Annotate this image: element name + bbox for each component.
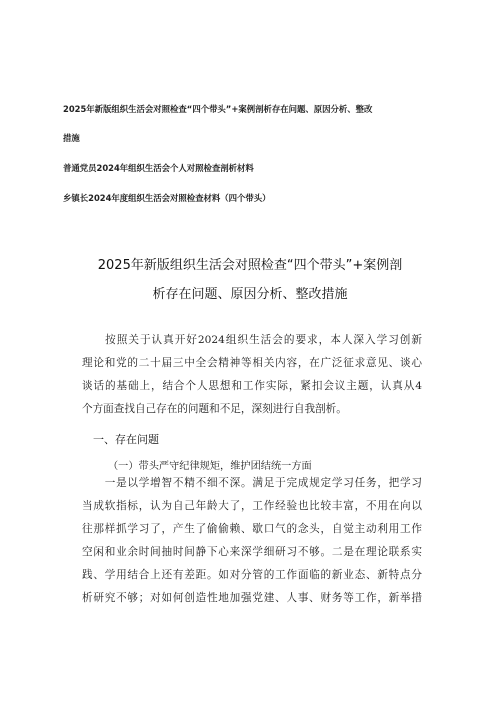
- body-line: 往那样抓学习了，产生了偷偷赖、歇口气的念头，自觉主动利用工作: [82, 523, 422, 535]
- body-line: 一是以学增智不精不细不深。满足于完成规定学习任务，把学习: [82, 477, 422, 489]
- body-line: 当成软指标，认为自己年龄大了，工作经验也比较丰富，不用在向以: [82, 500, 422, 512]
- intro-line: 理论和党的二十届三中全会精神等相关内容，在广泛征求意见、谈心: [82, 357, 422, 369]
- body-line: 析研究不够；对如何创造性地加强党建、人事、财务等工作，新举措: [82, 592, 422, 604]
- document-title-line-1: 2025年新版组织生活会对照检查“四个带头”+案例剖: [97, 258, 403, 273]
- toc-item-1-continued: 措施: [63, 133, 80, 143]
- intro-line: 谈话的基础上，结合个人思想和工作实际，紧扣会议主题，认真从4: [82, 380, 422, 392]
- subsection-heading: （一）带头严守纪律规矩，维护团结统一方面: [108, 461, 312, 472]
- section-heading: 一、存在问题: [93, 433, 159, 446]
- intro-line: 个方面查找自己存在的问题和不足，深刻进行自我剖析。: [82, 403, 347, 415]
- body-line: 践、学用结合上还有差距。如对分管的工作面临的新业态、新特点分: [82, 569, 422, 581]
- intro-line: 按照关于认真开好2024组织生活会的要求，本人深入学习创新: [82, 334, 422, 346]
- toc-item-1: 2025年新版组织生活会对照检查“四个带头”+案例剖析存在问题、原因分析、整改: [63, 104, 373, 114]
- document-title-line-2: 析存在问题、原因分析、整改措施: [152, 287, 348, 302]
- body-line: 空闲和业余时间抽时间静下心来深学细研习不够。二是在理论联系实: [82, 546, 422, 558]
- toc-item-3: 乡镇长2024年度组织生活会对照检查材料（四个带头）: [63, 193, 271, 203]
- toc-item-2: 普通党员2024年组织生活会个人对照检查剖析材料: [63, 163, 254, 173]
